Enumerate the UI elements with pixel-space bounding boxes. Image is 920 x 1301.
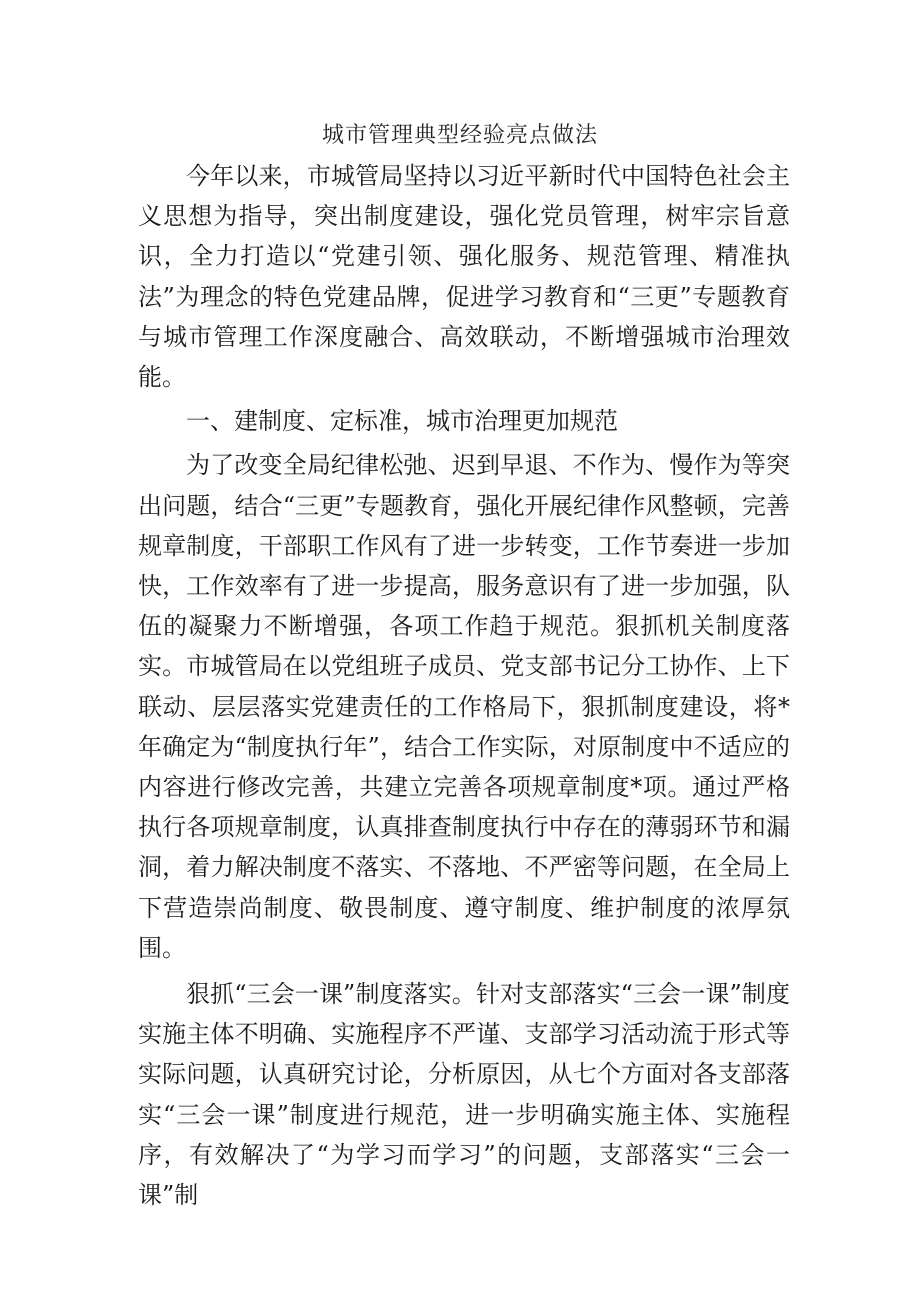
paragraph-three-meetings: 狠抓“三会一课”制度落实。针对支部落实“三会一课”制度实施主体不明确、实施程序不严谨、支部学习活动流于形式等实际问题，认真研究讨论，分析原因，从七个方面对各支部落实“三会一课”制度进行规范，进一步明确实施主体、实施程序，有效解决了“为学习而学习”的问题，支部落实“三会一课”制 <box>138 980 790 1210</box>
paragraph-intro: 今年以来，市城管局坚持以习近平新时代中国特色社会主义思想为指导，突出制度建设，强化党员管理，树牢宗旨意识，全力打造以“党建引领、强化服务、规范管理、精准执法”为理念的特色党建品牌，促进学习教育和“三更”专题教育与城市管理工作深度融合、高效联动，不断增强城市治理效能。 <box>138 162 790 392</box>
document-body <box>138 156 790 1215</box>
section-heading-1: 一、建制度、定标准，城市治理更加规范 <box>186 407 618 436</box>
paragraph-discipline: 为了改变全局纪律松弛、迟到早退、不作为、慢作为等突出问题，结合“三更”专题教育，强化开展纪律作风整顿，完善规章制度，干部职工作风有了进一步转变，工作节奏进一步加快，工作效率有了进一步提高，服务意识有了进一步加强，队伍的凝聚力不断增强，各项工作趋于规范。狠抓机关制度落实。市城管局在以党组班子成员、党支部书记分工协作、上下联动、层层落实党建责任的工作格局下，狠抓制度建设，将*年确定为“制度执行年”，结合工作实际，对原制度中不适应的内容进行修改完善，共建立完善各项规章制度*项。通过严格执行各项规章制度，认真排查制度执行中存在的薄弱环节和漏洞，着力解决制度不落实、不落地、不严密等问题，在全局上下营造崇尚制度、敬畏制度、遵守制度、维护制度的浓厚氛围。 <box>138 451 790 962</box>
document-title: 城市管理典型经验亮点做法 <box>321 123 598 148</box>
